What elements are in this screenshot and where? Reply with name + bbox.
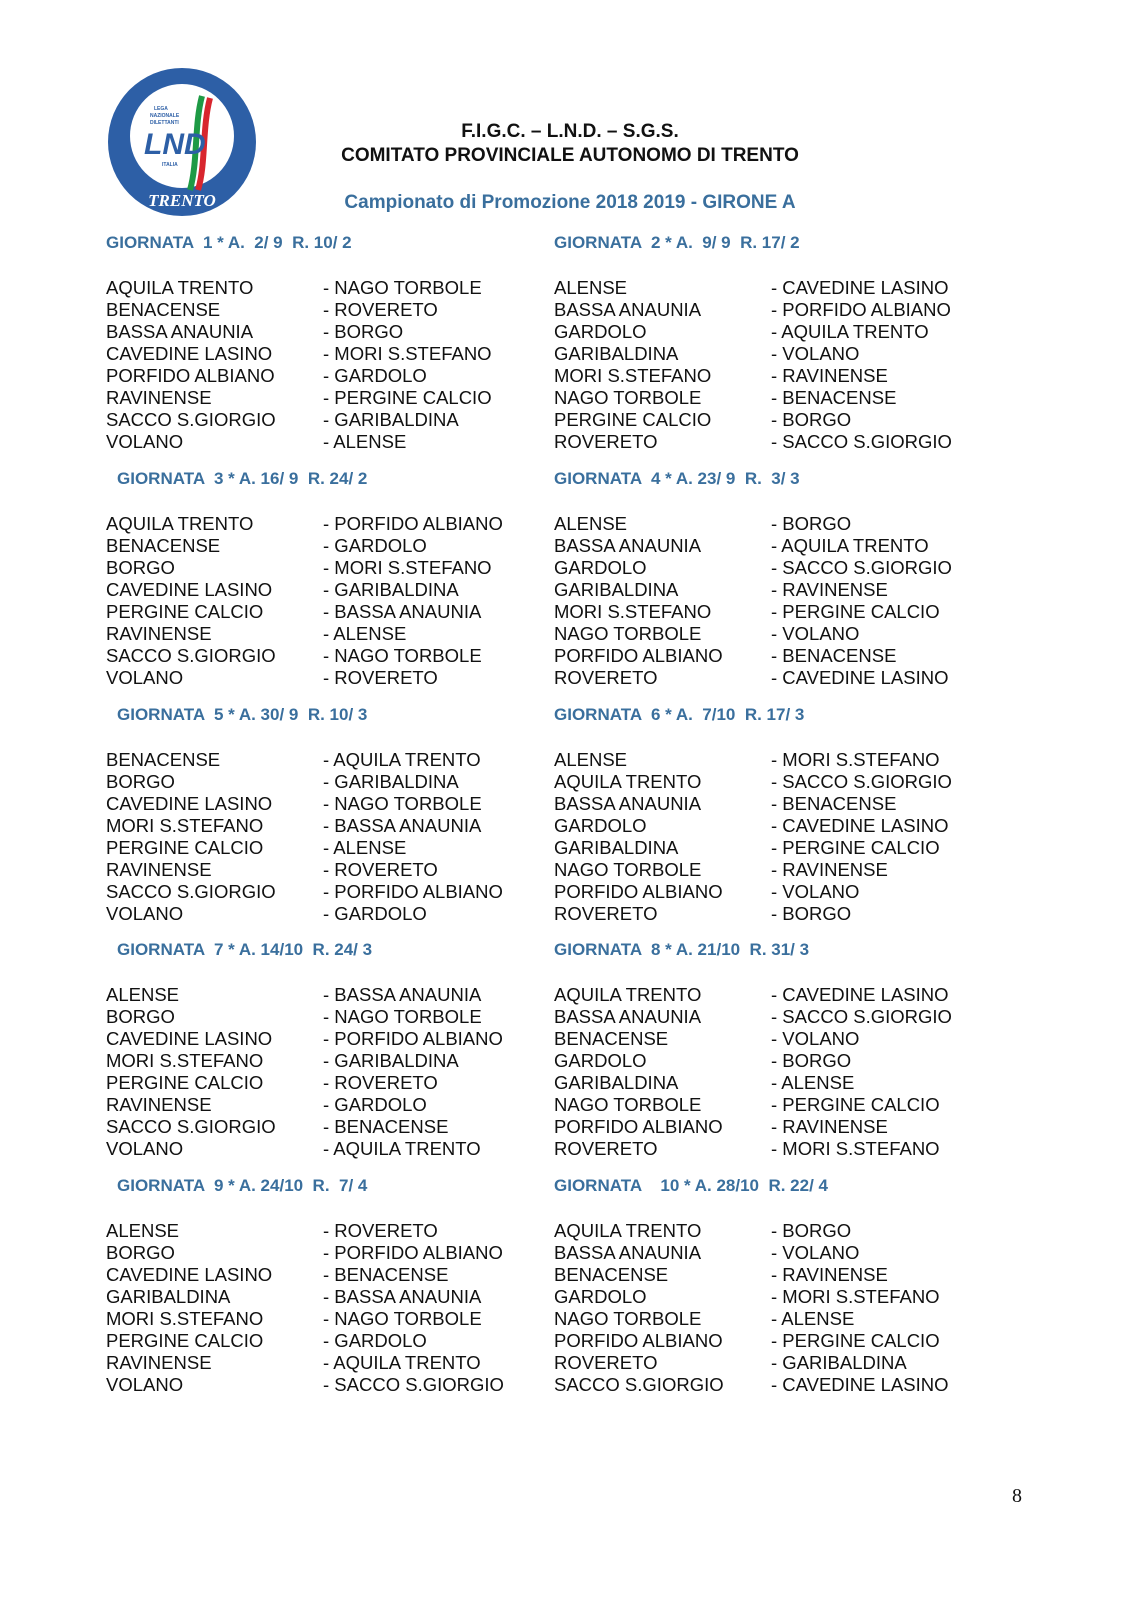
round-title: GIORNATA 2 * A. 9/ 9 R. 17/ 2	[554, 233, 800, 252]
away-team: - CAVEDINE LASINO	[771, 984, 949, 1005]
away-team: - VOLANO	[771, 881, 860, 902]
away-team: - BASSA ANAUNIA	[323, 984, 482, 1005]
match-row	[554, 557, 994, 579]
away-team: - RAVINENSE	[771, 859, 888, 880]
home-team: PORFIDO ALBIANO	[554, 1116, 723, 1137]
match-list	[106, 984, 546, 1160]
away-team: - RAVINENSE	[771, 1116, 888, 1137]
home-team: VOLANO	[106, 667, 184, 688]
round-title: GIORNATA 10 * A. 28/10 R. 22/ 4	[554, 1176, 828, 1195]
match-row	[554, 859, 994, 881]
away-team: - RAVINENSE	[771, 579, 888, 600]
away-team: - PORFIDO ALBIANO	[323, 513, 503, 534]
home-team: MORI S.STEFANO	[106, 1308, 264, 1329]
away-team: - PERGINE CALCIO	[323, 387, 492, 408]
home-team: BORGO	[106, 1006, 175, 1027]
home-team: PORFIDO ALBIANO	[554, 1330, 723, 1351]
away-team: - VOLANO	[771, 1242, 860, 1263]
away-team: - ROVERETO	[323, 1072, 438, 1093]
away-team: - PORFIDO ALBIANO	[771, 299, 951, 320]
away-team: - SACCO S.GIORGIO	[771, 771, 952, 792]
away-team: - NAGO TORBOLE	[323, 1308, 482, 1329]
match-list	[106, 513, 546, 689]
round-block	[554, 1176, 994, 1396]
away-team: - MORI S.STEFANO	[771, 1138, 940, 1159]
home-team: SACCO S.GIORGIO	[106, 409, 276, 430]
match-row	[106, 815, 546, 837]
home-team: AQUILA TRENTO	[554, 1220, 702, 1241]
home-team: BASSA ANAUNIA	[106, 321, 254, 342]
home-team: PERGINE CALCIO	[106, 601, 264, 622]
match-row	[554, 771, 994, 793]
home-team: BENACENSE	[106, 749, 221, 770]
away-team: - PERGINE CALCIO	[771, 1094, 940, 1115]
match-row	[106, 1264, 546, 1286]
home-team: PORFIDO ALBIANO	[106, 365, 275, 386]
match-row	[554, 1050, 994, 1072]
away-team: - AQUILA TRENTO	[323, 1138, 481, 1159]
match-row	[106, 623, 546, 645]
match-row	[106, 409, 546, 431]
round-block	[106, 940, 546, 1160]
away-team: - AQUILA TRENTO	[771, 321, 929, 342]
away-team: - PORFIDO ALBIANO	[323, 1242, 503, 1263]
page-number: 8	[1012, 1485, 1022, 1507]
away-team: - BORGO	[771, 1050, 852, 1071]
match-row	[106, 667, 546, 689]
home-team: ROVERETO	[554, 1352, 658, 1373]
away-team: - GARIBALDINA	[323, 579, 459, 600]
round-block	[554, 705, 994, 925]
home-team: ALENSE	[106, 984, 180, 1005]
match-row	[554, 881, 994, 903]
away-team: - BASSA ANAUNIA	[323, 1286, 482, 1307]
home-team: ALENSE	[554, 749, 628, 770]
away-team: - GARIBALDINA	[771, 1352, 907, 1373]
away-team: - MORI S.STEFANO	[771, 1286, 940, 1307]
home-team: RAVINENSE	[106, 623, 212, 644]
round-title: GIORNATA 1 * A. 2/ 9 R. 10/ 2	[106, 233, 352, 252]
away-team: - SACCO S.GIORGIO	[771, 557, 952, 578]
away-team: - CAVEDINE LASINO	[771, 1374, 949, 1395]
match-row	[106, 859, 546, 881]
home-team: MORI S.STEFANO	[554, 365, 712, 386]
match-row	[106, 1220, 546, 1242]
home-team: GARIBALDINA	[106, 1286, 231, 1307]
match-row	[554, 1138, 994, 1160]
home-team: CAVEDINE LASINO	[106, 793, 273, 814]
away-team: - BENACENSE	[771, 793, 897, 814]
match-row	[554, 1006, 994, 1028]
svg-text:LEGA: LEGA	[154, 106, 168, 112]
away-team: - BASSA ANAUNIA	[323, 815, 482, 836]
home-team: SACCO S.GIORGIO	[106, 1116, 276, 1137]
match-row	[106, 513, 546, 535]
match-row	[554, 1308, 994, 1330]
away-team: - NAGO TORBOLE	[323, 793, 482, 814]
match-row	[106, 1242, 546, 1264]
away-team: - BENACENSE	[323, 1264, 449, 1285]
round-title: GIORNATA 3 * A. 16/ 9 R. 24/ 2	[117, 469, 368, 488]
round-title: GIORNATA 8 * A. 21/10 R. 31/ 3	[554, 940, 810, 959]
round-title: GIORNATA 9 * A. 24/10 R. 7/ 4	[117, 1176, 368, 1195]
away-team: - MORI S.STEFANO	[323, 557, 492, 578]
match-row	[554, 1286, 994, 1308]
svg-text:ITALIA: ITALIA	[162, 162, 178, 168]
home-team: GARIBALDINA	[554, 837, 679, 858]
home-team: VOLANO	[106, 431, 184, 452]
match-row	[554, 1220, 994, 1242]
home-team: RAVINENSE	[106, 1094, 212, 1115]
match-row	[554, 815, 994, 837]
match-row	[554, 837, 994, 859]
home-team: MORI S.STEFANO	[554, 601, 712, 622]
away-team: - MORI S.STEFANO	[323, 343, 492, 364]
home-team: BENACENSE	[106, 299, 221, 320]
match-row	[554, 579, 994, 601]
round-title: GIORNATA 5 * A. 30/ 9 R. 10/ 3	[117, 705, 368, 724]
match-row	[106, 343, 546, 365]
away-team: - BORGO	[771, 1220, 852, 1241]
away-team: - BENACENSE	[323, 1116, 449, 1137]
home-team: AQUILA TRENTO	[554, 771, 702, 792]
away-team: - MORI S.STEFANO	[771, 749, 940, 770]
match-row	[106, 1116, 546, 1138]
home-team: PERGINE CALCIO	[554, 409, 712, 430]
match-row	[106, 1330, 546, 1352]
match-row	[106, 557, 546, 579]
home-team: PORFIDO ALBIANO	[554, 881, 723, 902]
away-team: - VOLANO	[771, 623, 860, 644]
match-row	[554, 513, 994, 535]
home-team: BENACENSE	[106, 535, 221, 556]
match-row	[106, 749, 546, 771]
svg-text:LND: LND	[144, 128, 206, 161]
away-team: - ALENSE	[323, 431, 407, 452]
match-row	[554, 277, 994, 299]
away-team: - RAVINENSE	[771, 365, 888, 386]
match-row	[106, 793, 546, 815]
match-row	[106, 1072, 546, 1094]
away-team: - BORGO	[771, 903, 852, 924]
away-team: - GARIBALDINA	[323, 1050, 459, 1071]
home-team: GARIBALDINA	[554, 343, 679, 364]
match-row	[554, 1094, 994, 1116]
round-block	[106, 233, 546, 453]
home-team: NAGO TORBOLE	[554, 859, 702, 880]
home-team: MORI S.STEFANO	[106, 1050, 264, 1071]
match-list	[554, 749, 994, 925]
svg-text:TRENTO: TRENTO	[148, 191, 216, 210]
match-row	[106, 321, 546, 343]
away-team: - CAVEDINE LASINO	[771, 277, 949, 298]
away-team: - AQUILA TRENTO	[771, 535, 929, 556]
match-row	[554, 1352, 994, 1374]
away-team: - NAGO TORBOLE	[323, 645, 482, 666]
match-row	[106, 431, 546, 453]
home-team: NAGO TORBOLE	[554, 1094, 702, 1115]
home-team: SACCO S.GIORGIO	[106, 645, 276, 666]
match-row	[554, 1330, 994, 1352]
match-list	[106, 277, 546, 453]
match-row	[554, 984, 994, 1006]
home-team: VOLANO	[106, 903, 184, 924]
org-line-2: COMITATO PROVINCIALE AUTONOMO DI TRENTO	[341, 145, 799, 166]
match-row	[106, 1286, 546, 1308]
away-team: - BENACENSE	[771, 387, 897, 408]
match-row	[106, 365, 546, 387]
round-title: GIORNATA 7 * A. 14/10 R. 24/ 3	[117, 940, 373, 959]
match-row	[106, 387, 546, 409]
home-team: ALENSE	[554, 513, 628, 534]
match-row	[554, 1374, 994, 1396]
home-team: BORGO	[106, 1242, 175, 1263]
away-team: - ROVERETO	[323, 667, 438, 688]
match-row	[554, 1116, 994, 1138]
home-team: BORGO	[106, 771, 175, 792]
match-list	[106, 749, 546, 925]
round-block	[554, 940, 994, 1160]
match-list	[106, 1220, 546, 1396]
match-row	[106, 1138, 546, 1160]
away-team: - GARIBALDINA	[323, 409, 459, 430]
match-row	[554, 535, 994, 557]
match-row	[106, 1308, 546, 1330]
match-row	[554, 409, 994, 431]
match-list	[554, 513, 994, 689]
away-team: - NAGO TORBOLE	[323, 277, 482, 298]
match-row	[106, 881, 546, 903]
home-team: ALENSE	[106, 1220, 180, 1241]
match-row	[554, 321, 994, 343]
match-list	[554, 277, 994, 453]
home-team: NAGO TORBOLE	[554, 1308, 702, 1329]
match-row	[106, 645, 546, 667]
home-team: VOLANO	[106, 1374, 184, 1395]
match-row	[106, 1094, 546, 1116]
round-title: GIORNATA 4 * A. 23/ 9 R. 3/ 3	[554, 469, 800, 488]
away-team: - AQUILA TRENTO	[323, 1352, 481, 1373]
svg-text:NAZIONALE: NAZIONALE	[150, 113, 180, 119]
match-row	[554, 1242, 994, 1264]
away-team: - BENACENSE	[771, 645, 897, 666]
home-team: NAGO TORBOLE	[554, 387, 702, 408]
away-team: - BORGO	[323, 321, 404, 342]
home-team: GARDOLO	[554, 1286, 647, 1307]
away-team: - CAVEDINE LASINO	[771, 815, 949, 836]
away-team: - PORFIDO ALBIANO	[323, 881, 503, 902]
home-team: NAGO TORBOLE	[554, 623, 702, 644]
home-team: BENACENSE	[554, 1264, 669, 1285]
match-row	[106, 299, 546, 321]
home-team: BASSA ANAUNIA	[554, 793, 702, 814]
round-block	[554, 469, 994, 689]
match-row	[554, 1072, 994, 1094]
away-team: - PERGINE CALCIO	[771, 1330, 940, 1351]
match-list	[554, 1220, 994, 1396]
home-team: AQUILA TRENTO	[554, 984, 702, 1005]
home-team: GARDOLO	[554, 321, 647, 342]
away-team: - CAVEDINE LASINO	[771, 667, 949, 688]
home-team: CAVEDINE LASINO	[106, 579, 273, 600]
away-team: - PORFIDO ALBIANO	[323, 1028, 503, 1049]
match-row	[106, 1050, 546, 1072]
match-row	[106, 277, 546, 299]
match-row	[554, 667, 994, 689]
home-team: GARIBALDINA	[554, 1072, 679, 1093]
away-team: - GARDOLO	[323, 1094, 427, 1115]
away-team: - AQUILA TRENTO	[323, 749, 481, 770]
home-team: ROVERETO	[554, 903, 658, 924]
round-block	[106, 1176, 546, 1396]
match-row	[554, 431, 994, 453]
home-team: SACCO S.GIORGIO	[554, 1374, 724, 1395]
match-row	[554, 623, 994, 645]
away-team: - GARDOLO	[323, 1330, 427, 1351]
match-row	[554, 903, 994, 925]
away-team: - NAGO TORBOLE	[323, 1006, 482, 1027]
away-team: - GARIBALDINA	[323, 771, 459, 792]
svg-text:DILETTANTI: DILETTANTI	[150, 120, 179, 126]
away-team: - BASSA ANAUNIA	[323, 601, 482, 622]
match-row	[106, 1374, 546, 1396]
away-team: - SACCO S.GIORGIO	[771, 431, 952, 452]
home-team: GARDOLO	[554, 1050, 647, 1071]
away-team: - GARDOLO	[323, 903, 427, 924]
home-team: BENACENSE	[554, 1028, 669, 1049]
away-team: - BORGO	[771, 513, 852, 534]
away-team: - SACCO S.GIORGIO	[771, 1006, 952, 1027]
home-team: MORI S.STEFANO	[106, 815, 264, 836]
home-team: VOLANO	[106, 1138, 184, 1159]
match-row	[106, 771, 546, 793]
away-team: - VOLANO	[771, 343, 860, 364]
home-team: AQUILA TRENTO	[106, 277, 254, 298]
away-team: - GARDOLO	[323, 365, 427, 386]
home-team: BASSA ANAUNIA	[554, 1242, 702, 1263]
home-team: PERGINE CALCIO	[106, 1072, 264, 1093]
round-block	[554, 233, 994, 453]
match-list	[554, 984, 994, 1160]
match-row	[106, 1352, 546, 1374]
away-team: - GARDOLO	[323, 535, 427, 556]
away-team: - VOLANO	[771, 1028, 860, 1049]
home-team: ROVERETO	[554, 1138, 658, 1159]
match-row	[554, 343, 994, 365]
home-team: BASSA ANAUNIA	[554, 299, 702, 320]
away-team: - ROVERETO	[323, 859, 438, 880]
match-row	[106, 984, 546, 1006]
away-team: - RAVINENSE	[771, 1264, 888, 1285]
home-team: GARDOLO	[554, 815, 647, 836]
home-team: BASSA ANAUNIA	[554, 535, 702, 556]
match-row	[106, 601, 546, 623]
match-row	[106, 1006, 546, 1028]
home-team: BASSA ANAUNIA	[554, 1006, 702, 1027]
match-row	[554, 645, 994, 667]
match-row	[106, 579, 546, 601]
home-team: ROVERETO	[554, 667, 658, 688]
home-team: RAVINENSE	[106, 859, 212, 880]
away-team: - SACCO S.GIORGIO	[323, 1374, 504, 1395]
home-team: CAVEDINE LASINO	[106, 1028, 273, 1049]
home-team: PERGINE CALCIO	[106, 837, 264, 858]
match-row	[554, 601, 994, 623]
home-team: PORFIDO ALBIANO	[554, 645, 723, 666]
away-team: - PERGINE CALCIO	[771, 601, 940, 622]
home-team: GARIBALDINA	[554, 579, 679, 600]
home-team: CAVEDINE LASINO	[106, 343, 273, 364]
match-row	[554, 365, 994, 387]
home-team: BORGO	[106, 557, 175, 578]
round-title: GIORNATA 6 * A. 7/10 R. 17/ 3	[554, 705, 805, 724]
round-block	[106, 469, 546, 689]
away-team: - ALENSE	[323, 837, 407, 858]
championship-title: Campionato di Promozione 2018 2019 - GIRONE A	[344, 192, 796, 213]
away-team: - ALENSE	[771, 1308, 855, 1329]
home-team: PERGINE CALCIO	[106, 1330, 264, 1351]
round-block	[106, 705, 546, 925]
home-team: ALENSE	[554, 277, 628, 298]
home-team: SACCO S.GIORGIO	[106, 881, 276, 902]
match-row	[554, 1264, 994, 1286]
away-team: - ALENSE	[323, 623, 407, 644]
match-row	[554, 299, 994, 321]
away-team: - ROVERETO	[323, 1220, 438, 1241]
match-row	[106, 1028, 546, 1050]
away-team: - ROVERETO	[323, 299, 438, 320]
home-team: RAVINENSE	[106, 1352, 212, 1373]
match-row	[106, 837, 546, 859]
match-row	[554, 749, 994, 771]
home-team: RAVINENSE	[106, 387, 212, 408]
match-row	[554, 387, 994, 409]
home-team: GARDOLO	[554, 557, 647, 578]
away-team: - PERGINE CALCIO	[771, 837, 940, 858]
home-team: AQUILA TRENTO	[106, 513, 254, 534]
home-team: ROVERETO	[554, 431, 658, 452]
match-row	[106, 903, 546, 925]
match-row	[554, 1028, 994, 1050]
away-team: - ALENSE	[771, 1072, 855, 1093]
match-row	[554, 793, 994, 815]
home-team: CAVEDINE LASINO	[106, 1264, 273, 1285]
org-line-1: F.I.G.C. – L.N.D. – S.G.S.	[461, 121, 679, 142]
match-row	[106, 535, 546, 557]
away-team: - BORGO	[771, 409, 852, 430]
lnd-trento-logo	[106, 66, 258, 218]
